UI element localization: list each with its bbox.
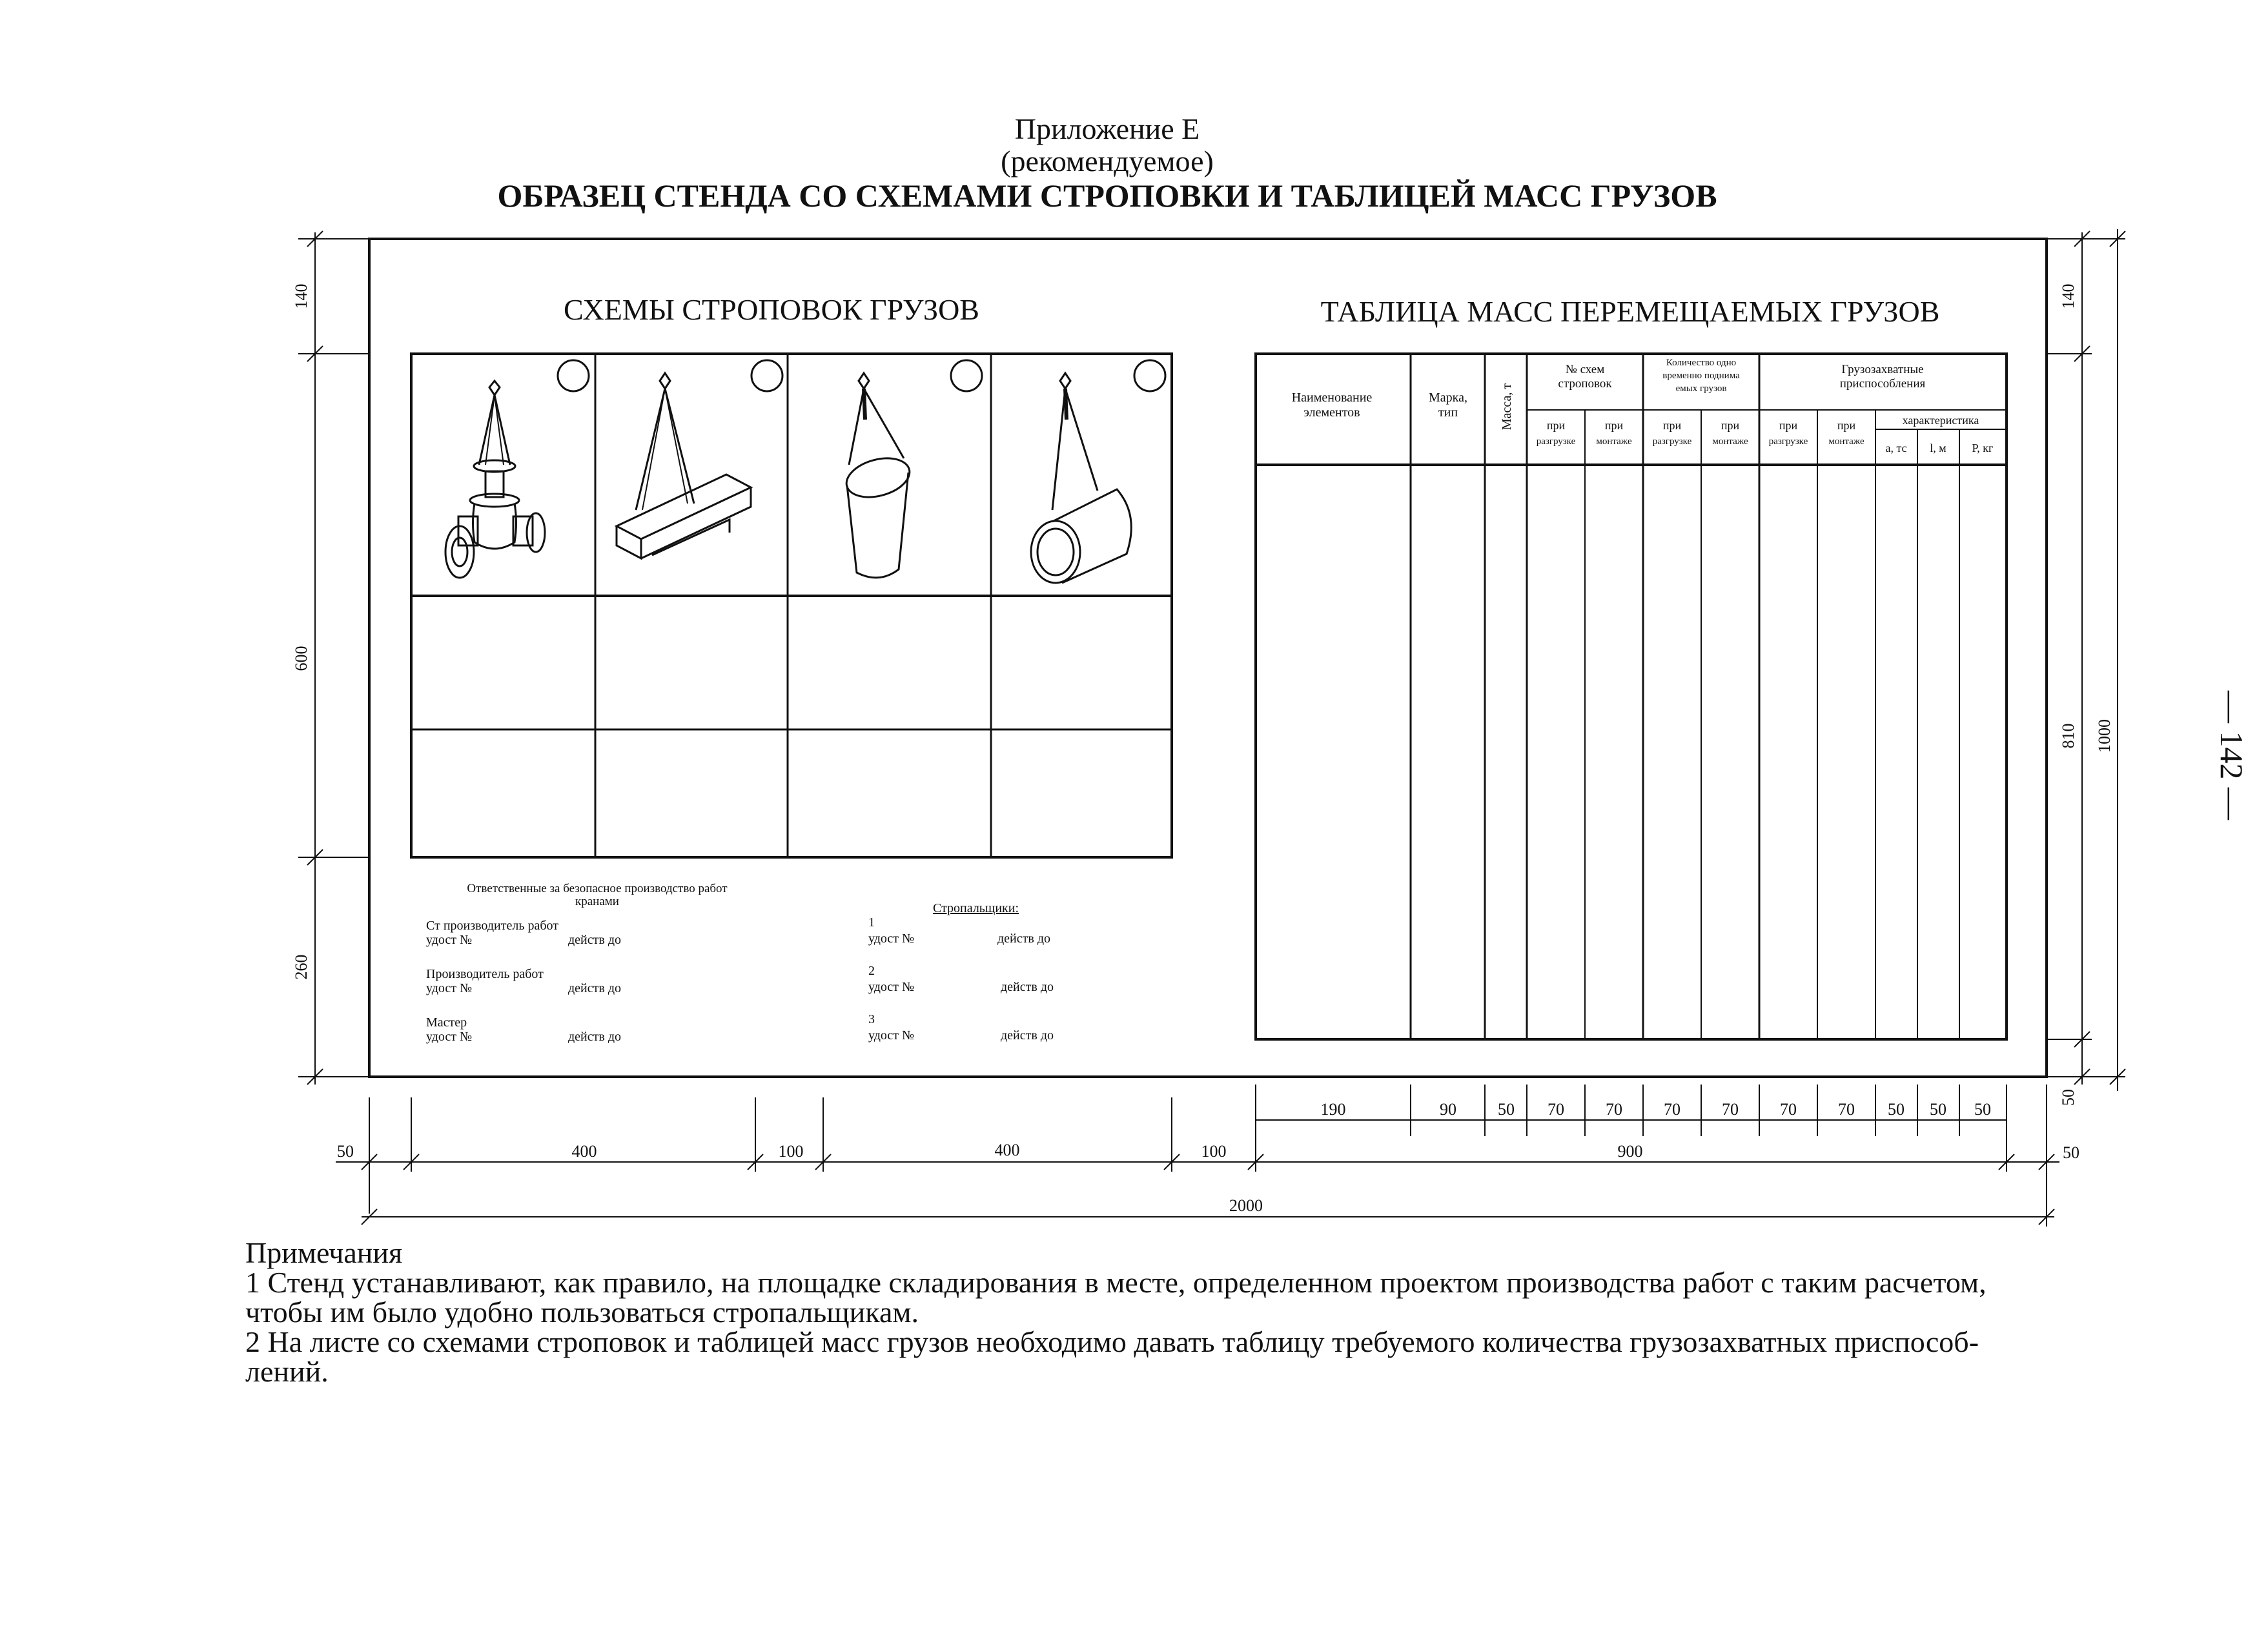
slinging-grid: [411, 354, 1172, 857]
dim-50: 50: [1498, 1100, 1515, 1119]
sub-mount: монтаже: [1712, 436, 1748, 447]
valid-label: действ до: [568, 933, 621, 947]
note-1-line-1: 1 Стенд устанавливают, как правило, на площадке складирования в месте, определенном проектом производства работ с таким расчетом,: [245, 1266, 1987, 1299]
sub-unload: разгрузке: [1536, 436, 1576, 447]
col-grip-header: Грузозахватные: [1841, 363, 1924, 376]
dim-260: 260: [292, 954, 311, 980]
slinger-number-3: 3: [868, 1012, 875, 1026]
cert-label: удост №: [868, 932, 915, 946]
valid-label: действ до: [1001, 1028, 1054, 1043]
page-number: — 142 —: [2214, 691, 2250, 820]
dim-400: 400: [994, 1141, 1020, 1159]
dim-50-left-margin: 50: [337, 1142, 354, 1161]
dim-140-right: 140: [2059, 283, 2078, 309]
dim-1000: 1000: [2095, 719, 2114, 753]
note-2-line-1: 2 На листе со схемами строповок и таблицей масс грузов необходимо давать таблицу требуемого количества грузозахватных приспособ-: [245, 1325, 1979, 1358]
col-name-header-2: элементов: [1303, 405, 1360, 420]
col-char-header: характеристика: [1902, 414, 1979, 427]
slinger-number-2: 2: [868, 964, 875, 978]
cert-label: удост №: [426, 1030, 473, 1044]
sub-pri: при: [1721, 419, 1740, 432]
dim-50-right-margin: 50: [2063, 1143, 2079, 1162]
valid-label: действ до: [1001, 980, 1054, 994]
pipe-vertical-sling-icon: [842, 373, 914, 578]
dim-50: 50: [1930, 1100, 1946, 1119]
dim-70: 70: [1606, 1100, 1622, 1119]
dim-140-left: 140: [292, 283, 311, 309]
slingers-label: Стропальщики:: [933, 901, 1019, 915]
col-a-header: а, тс: [1885, 442, 1907, 454]
sub-pri: при: [1546, 419, 1566, 432]
responsible-block: [426, 882, 1054, 1044]
sub-pri: при: [1662, 419, 1682, 432]
dim-70: 70: [1780, 1100, 1797, 1119]
dim-600: 600: [292, 646, 311, 671]
pipe-horizontal-sling-icon: [1031, 373, 1131, 583]
col-mass-header: Масса, т: [1500, 383, 1514, 431]
page-title: ОБРАЗЕЦ СТЕНДА СО СХЕМАМИ СТРОПОВКИ И ТАБЛИЦЕЙ МАСС ГРУЗОВ: [497, 178, 1717, 214]
col-qty-header: Количество одно: [1666, 358, 1737, 368]
cert-label: удост №: [868, 1028, 915, 1043]
note-2-line-2: лений.: [245, 1355, 329, 1388]
slinging-title: СХЕМЫ СТРОПОВОК ГРУЗОВ: [564, 293, 979, 326]
dim-90: 90: [1440, 1100, 1456, 1119]
col-schemes-header-2: строповок: [1558, 377, 1612, 391]
col-grip-header-2: приспособления: [1839, 377, 1926, 391]
responsible-title: Ответственные за безопасное производство работ: [467, 882, 728, 895]
dim-50-right: 50: [2059, 1089, 2078, 1106]
dim-400: 400: [571, 1142, 597, 1161]
sub-unload: разгрузке: [1652, 436, 1692, 447]
dim-50: 50: [1888, 1100, 1905, 1119]
sub-mount: монтаже: [1596, 436, 1632, 447]
col-schemes-header: № схем: [1565, 363, 1605, 376]
mass-table-title: ТАБЛИЦА МАСС ПЕРЕМЕЩАЕМЫХ ГРУЗОВ: [1320, 295, 1940, 328]
valid-label: действ до: [568, 1030, 621, 1044]
channel-beam-sling-icon: [617, 373, 751, 558]
appendix-label: Приложение Е: [1014, 112, 1200, 145]
scheme-number-circle: [1134, 360, 1165, 391]
mass-table: [1256, 354, 2007, 1039]
senior-foreman-label: Ст производитель работ: [426, 919, 558, 933]
note-1-line-2: чтобы им было удобно пользоваться стропальщикам.: [245, 1296, 919, 1329]
dim-70: 70: [1838, 1100, 1855, 1119]
dim-100: 100: [778, 1142, 804, 1161]
valve-sling-icon: [445, 381, 545, 578]
sub-unload: разгрузке: [1768, 436, 1808, 447]
col-qty-header-2: временно поднима: [1662, 371, 1740, 381]
responsible-title-2: кранами: [575, 895, 619, 908]
col-name-header: Наименование: [1291, 391, 1373, 405]
cert-label: удост №: [426, 981, 473, 995]
col-mark-header-2: тип: [1438, 405, 1458, 420]
sub-pri: при: [1604, 419, 1624, 432]
valid-label: действ до: [997, 932, 1050, 946]
slinger-number-1: 1: [868, 915, 875, 930]
stand-frame: [369, 239, 2047, 1077]
dim-50: 50: [1974, 1100, 1991, 1119]
dim-70: 70: [1664, 1100, 1681, 1119]
foreman-label: Производитель работ: [426, 967, 544, 981]
dim-70: 70: [1548, 1100, 1564, 1119]
sub-pri: при: [1779, 419, 1798, 432]
valid-label: действ до: [568, 981, 621, 995]
dim-100: 100: [1201, 1142, 1227, 1161]
dim-70: 70: [1722, 1100, 1739, 1119]
col-l-header: l, м: [1930, 442, 1946, 454]
master-label: Мастер: [426, 1015, 467, 1030]
dim-900: 900: [1617, 1142, 1643, 1161]
scheme-number-circle: [951, 360, 982, 391]
sub-mount: монтаже: [1828, 436, 1864, 447]
col-mark-header: Марка,: [1429, 391, 1467, 405]
notes-block: [245, 1238, 2182, 1387]
recommended-label: (рекомендуемое): [1001, 145, 1214, 178]
sub-pri: при: [1837, 419, 1856, 432]
scheme-number-circle: [558, 360, 589, 391]
dim-190: 190: [1320, 1100, 1346, 1119]
notes-title: Примечания: [245, 1236, 403, 1269]
col-qty-header-3: емых грузов: [1675, 383, 1727, 394]
cert-label: удост №: [426, 933, 473, 947]
dim-810: 810: [2059, 723, 2078, 749]
scheme-number-circle: [751, 360, 782, 391]
col-p-header: Р, кг: [1972, 442, 1994, 454]
dim-2000: 2000: [1229, 1196, 1263, 1215]
cert-label: удост №: [868, 980, 915, 994]
